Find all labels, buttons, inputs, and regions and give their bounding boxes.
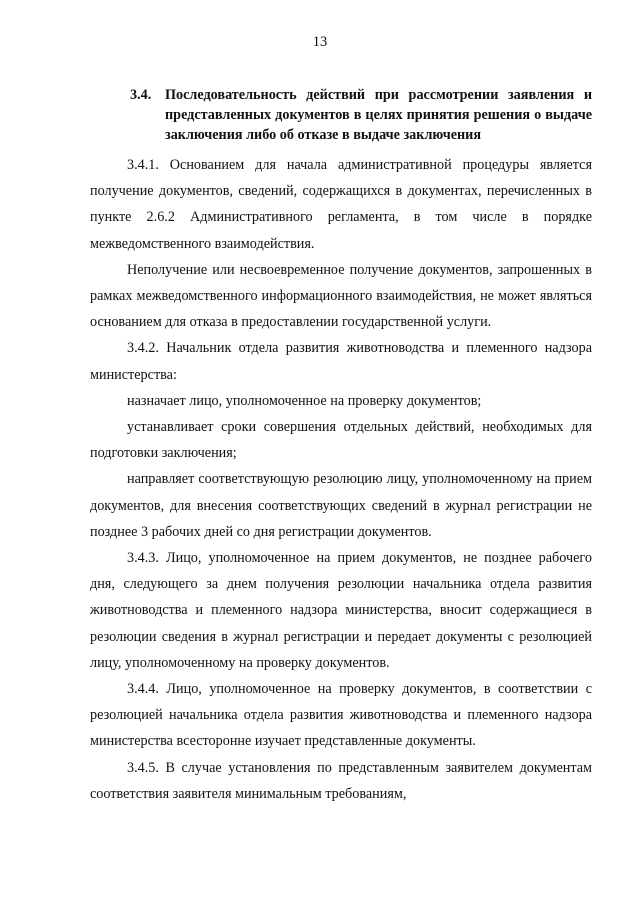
paragraph-sets-deadlines: устанавливает сроки совершения отдельных действий, необходимых для подготовки заключения; — [90, 419, 592, 462]
paragraph-3-4-3: 3.4.3. Лицо, уполномоченное на прием документов, не позднее рабочего дня, следующего за днем получения резолюции начальника отдела развития животноводства и племенного надзора министерства, вносит содержащиеся в резолюции сведения в журнал регистрации и передает документы с резолюцией лицу, уполномоченному на проверку документов. — [90, 550, 592, 671]
section-title: Последовательность действий при рассмотрении заявления и представленных документов в целях принятия решения о выдаче заключения либо об отказе в выдаче заключения — [165, 87, 592, 143]
paragraph-3-4-1: 3.4.1. Основанием для начала административной процедуры является получение документов, сведений, содержащихся в документах, перечисленных в пункте 2.6.2 Административного регламента, в том числе в порядке межведомственного взаимодействия. — [90, 157, 592, 252]
document-body — [90, 152, 592, 807]
paragraph-3-4-4: 3.4.4. Лицо, уполномоченное на проверку документов, в соответствии с резолюцией начальника отдела развития животноводства и племенного надзора министерства всесторонне изучает представленные документы. — [90, 681, 592, 750]
section-heading — [130, 85, 592, 145]
paragraph-appoints: назначает лицо, уполномоченное на проверку документов; — [127, 392, 482, 409]
paragraph-sends-resolution: направляет соответствующую резолюцию лицу, уполномоченному на прием документов, для внесения соответствующих сведений в журнал регистрации не позднее 3 рабочих дней со дня регистрации документов. — [90, 471, 592, 540]
paragraph-non-receipt: Неполучение или несвоевременное получение документов, запрошенных в рамках межведомственного информационного взаимодействия, не может являться основанием для отказа в предоставлении государственной услуги. — [90, 261, 592, 331]
paragraph-3-4-2: 3.4.2. Начальник отдела развития животноводства и племенного надзора министерства: — [90, 340, 592, 383]
page-number: 13 — [312, 34, 328, 50]
paragraph-3-4-5: 3.4.5. В случае установления по представленным заявителем документам соответствия заявителя минимальным требованиям, — [90, 759, 592, 802]
section-number: 3.4. — [130, 87, 152, 103]
